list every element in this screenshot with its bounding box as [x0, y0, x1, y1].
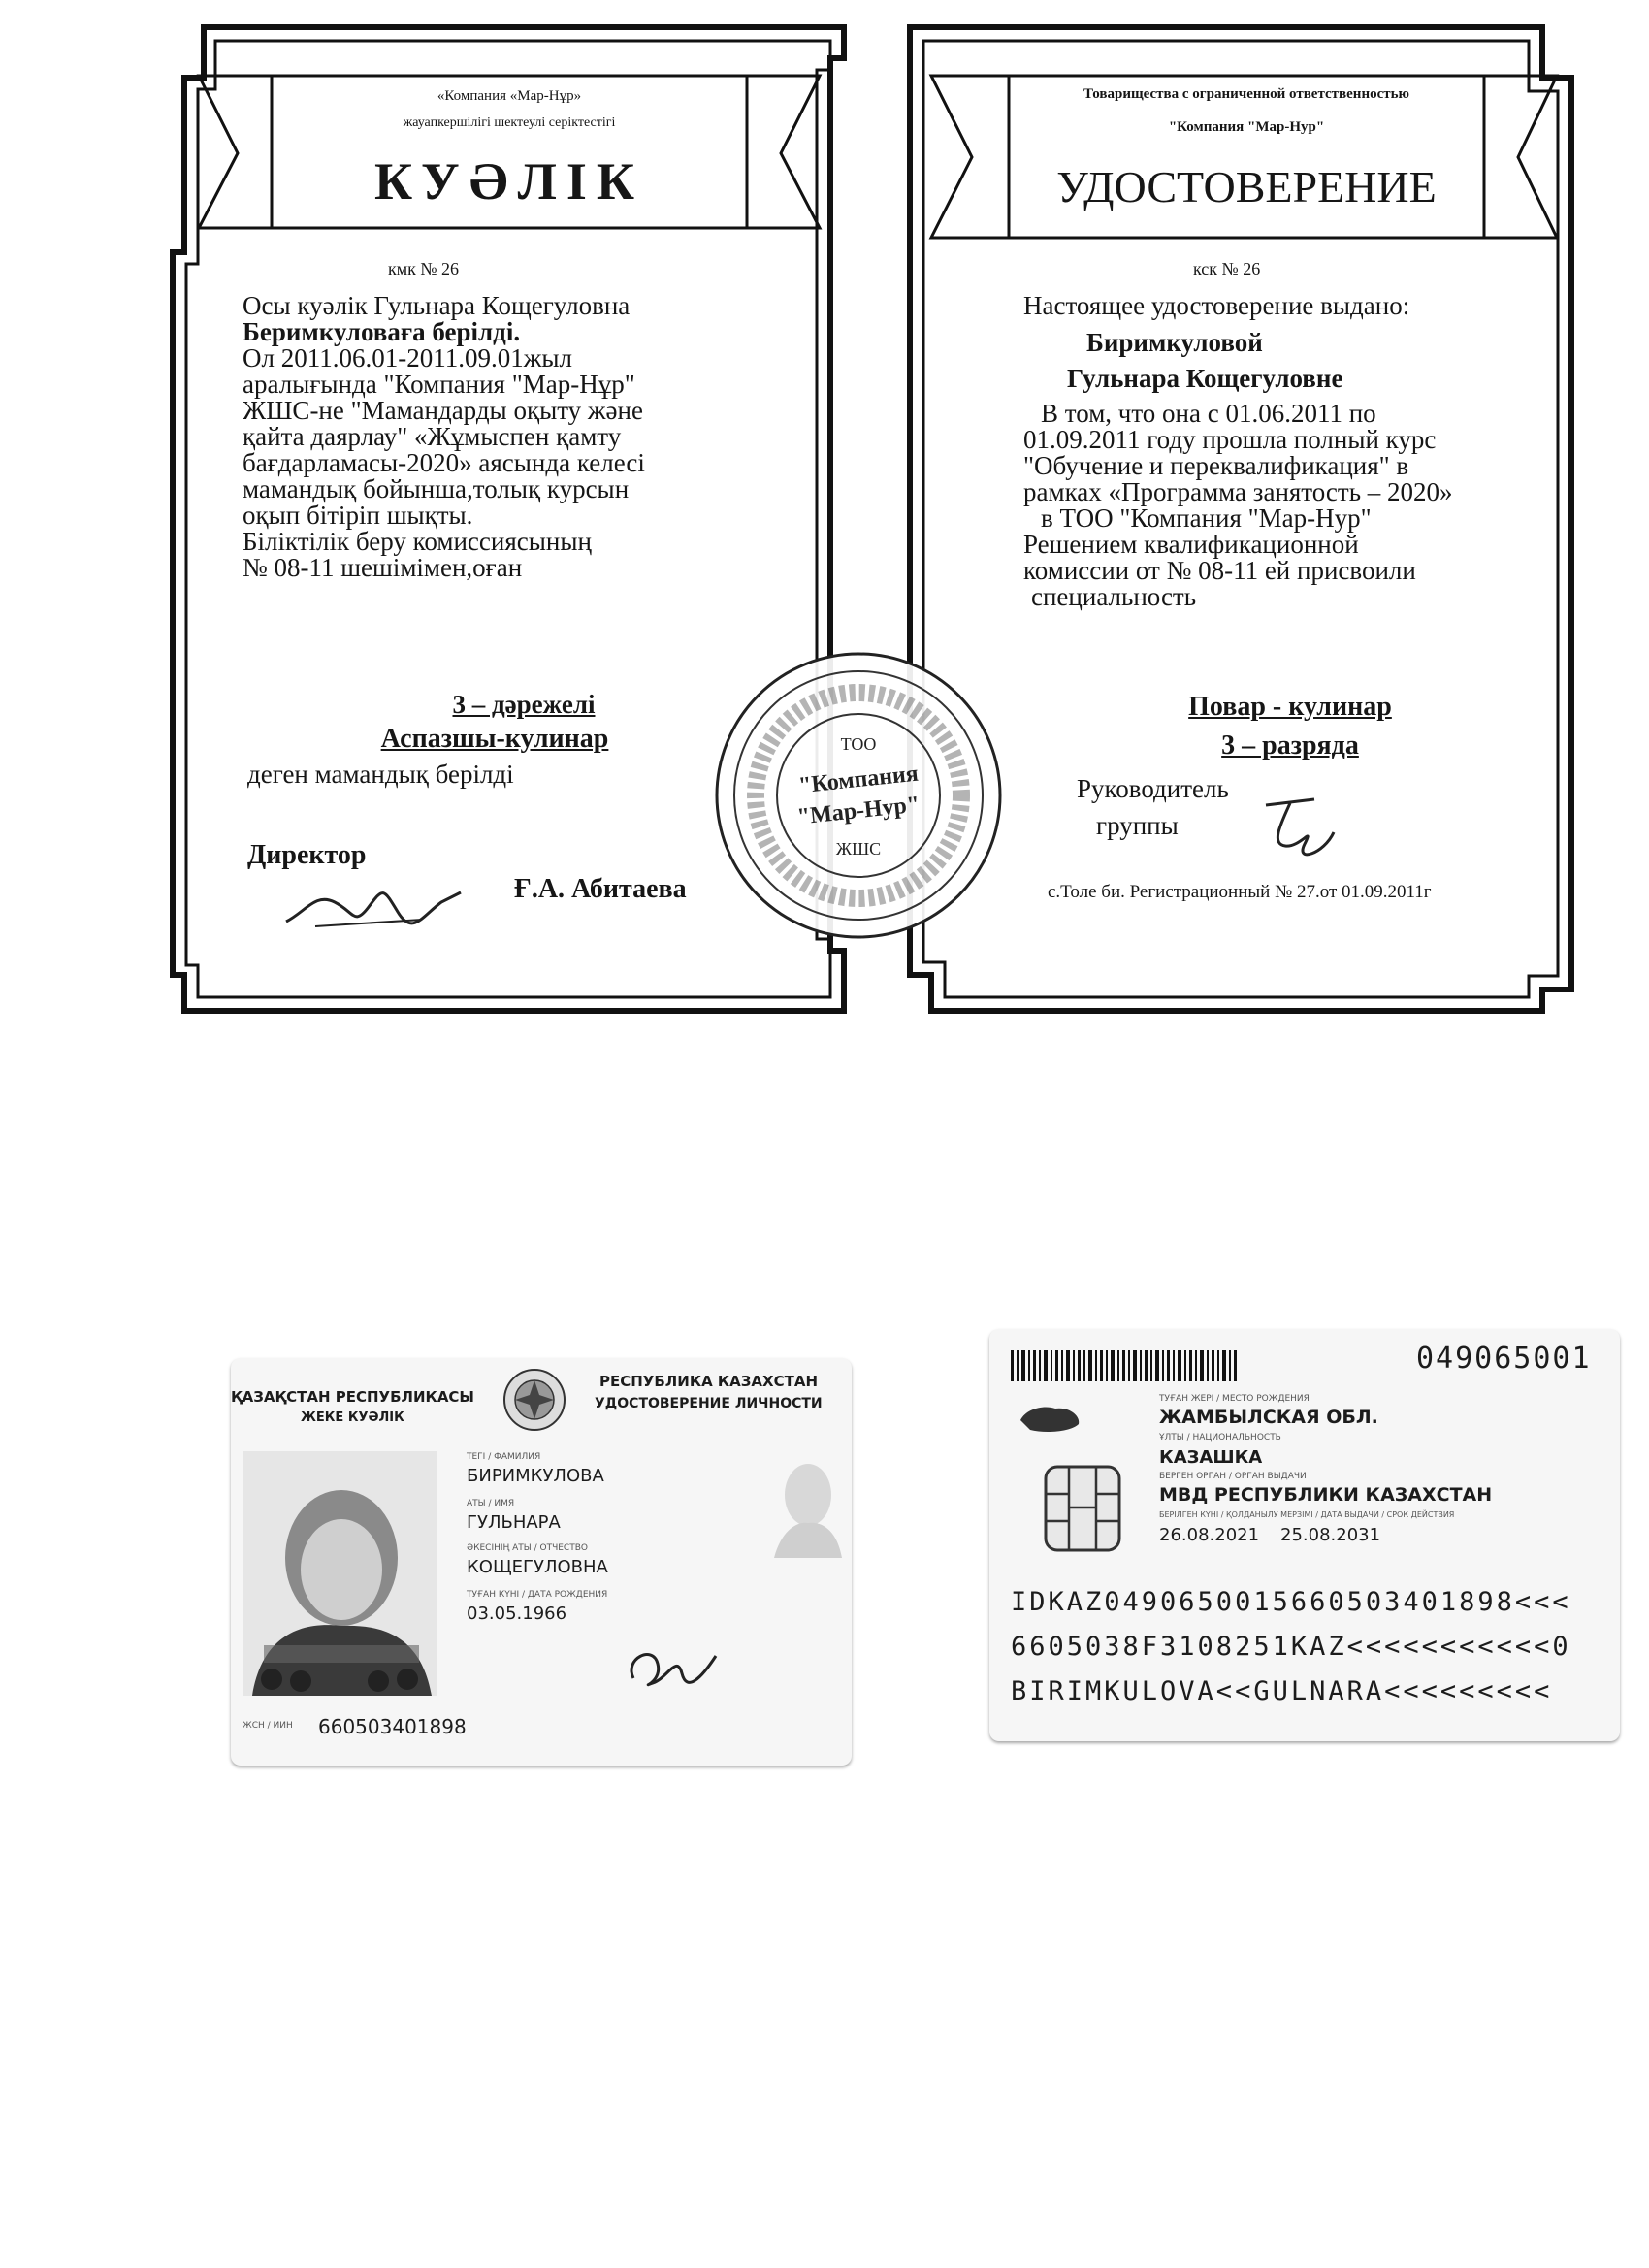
- holder-signature: [619, 1635, 726, 1702]
- body-line: Беримкуловаға берілді.: [242, 317, 521, 346]
- stamp-top: ТОО: [840, 734, 877, 754]
- mrz-line-3: BIRIMKULOVA<<GULNARA<<<<<<<<<: [1011, 1676, 1553, 1706]
- company-line: «Компания «Мар-Нұр»: [436, 88, 582, 104]
- body-line: аралығында "Компания "Мар-Нұр": [242, 370, 635, 399]
- body-line: Осы куәлік Гульнара Кощегуловна: [242, 291, 630, 320]
- document-number: 049065001: [1416, 1342, 1592, 1376]
- dob-label: ТУҒАН КҮНІ / ДАТА РОЖДЕНИЯ: [467, 1590, 608, 1600]
- body-line: "Обучение и переквалификация" в: [1023, 451, 1409, 480]
- awarded-text: деген мамандық берілді: [247, 760, 514, 789]
- director-signature: [276, 873, 470, 941]
- expiry-date: 25.08.2031: [1280, 1525, 1381, 1545]
- registration-number: кмк № 26: [388, 259, 460, 278]
- director-name: Ғ.А. Абитаева: [514, 874, 687, 904]
- surname-value: БИРИМКУЛОВА: [467, 1466, 604, 1486]
- iin-value: 660503401898: [318, 1715, 467, 1738]
- country-ru: РЕСПУБЛИКА КАЗАХСТАН: [599, 1373, 819, 1390]
- birthplace-label: ТУҒАН ЖЕРІ / МЕСТО РОЖДЕНИЯ: [1159, 1394, 1310, 1404]
- validity-label: БЕРІЛГЕН КҮНІ / ҚОЛДАНЫЛУ МЕРЗІМІ / ДАТА ВЫДАЧИ / СРОК ДЕЙСТВИЯ: [1159, 1510, 1455, 1519]
- doc-type-ru: УДОСТОВЕРЕНИЕ ЛИЧНОСТИ: [595, 1396, 823, 1411]
- body-line: Решением квалификационной: [1023, 530, 1359, 559]
- company-name: "Компания "Мар-Нур": [1168, 119, 1325, 135]
- stamp-bottom: ЖШС: [835, 839, 882, 859]
- emblem-icon: [501, 1366, 568, 1434]
- patronymic-label: ӘКЕСІНІҢ АТЫ / ОТЧЕСТВО: [467, 1543, 588, 1553]
- certificate-ru: [902, 19, 1581, 1019]
- issuer-label: БЕРГЕН ОРГАН / ОРГАН ВЫДАЧИ: [1159, 1472, 1307, 1481]
- company-line: Товарищества с ограниченной ответственностью: [1083, 86, 1410, 102]
- body-line: Ол 2011.06.01-2011.09.01жыл: [242, 343, 572, 373]
- kz-map-icon: [1017, 1399, 1084, 1438]
- recipient-surname: Биримкуловой: [1086, 328, 1263, 357]
- profession: Повар - кулинар: [1188, 692, 1392, 722]
- certificate-footer: с.Толе би. Регистрационный № 27.от 01.09.2011г: [1048, 882, 1432, 902]
- issuer-value: МВД РЕСПУБЛИКИ КАЗАХСТАН: [1159, 1484, 1493, 1506]
- nationality-value: КАЗАШКА: [1159, 1447, 1263, 1468]
- company-stamp: [713, 650, 1004, 941]
- name-label: АТЫ / ИМЯ: [467, 1499, 515, 1508]
- body-line: оқып бітіріп шықты.: [242, 501, 473, 530]
- nationality-label: ҰЛТЫ / НАЦИОНАЛЬНОСТЬ: [1159, 1433, 1281, 1442]
- country-kz: ҚАЗАҚСТАН РЕСПУБЛИКАСЫ: [231, 1388, 474, 1406]
- director-label: Директор: [247, 840, 367, 870]
- barcode: [1011, 1346, 1244, 1385]
- body-line: специальность: [1031, 582, 1197, 611]
- name-value: ГУЛЬНАРА: [467, 1512, 561, 1533]
- body-line: Біліктілік беру комиссиясының: [242, 527, 592, 556]
- head-signature: [1246, 786, 1343, 863]
- ghost-photo: [774, 1451, 842, 1558]
- stamp-name-1: "Компания: [797, 761, 920, 799]
- body-line: қайта даярлау" «Жұмыспен қамту: [242, 422, 622, 451]
- body-line: ЖШС-не "Мамандарды оқыту және: [242, 396, 643, 425]
- stamp-name-2: "Мар-Нур": [795, 792, 922, 830]
- birthplace-value: ЖАМБЫЛСКАЯ ОБЛ.: [1159, 1407, 1378, 1428]
- id-card-back: [989, 1329, 1620, 1741]
- holder-photo: [242, 1451, 436, 1696]
- certificate-title: КУӘЛІК: [373, 152, 644, 211]
- body-line: мамандық бойынша,толық курсын: [242, 474, 630, 503]
- certificate-title: УДОСТОВЕРЕНИЕ: [1056, 162, 1437, 211]
- recipient-name: Гульнара Кощегуловне: [1067, 364, 1343, 393]
- head-label: Руководитель: [1077, 774, 1229, 803]
- certificate-body: [242, 293, 645, 581]
- surname-label: ТЕГІ / ФАМИЛИЯ: [467, 1452, 541, 1462]
- body-line: рамках «Программа занятость – 2020»: [1023, 477, 1453, 506]
- iin-label: ЖСН / ИИН: [242, 1721, 293, 1731]
- patronymic-value: КОЩЕГУЛОВНА: [467, 1557, 608, 1577]
- body-line: бағдарламасы-2020» аясында келесі: [242, 448, 645, 477]
- body-line: В том, что она с 01.06.2011 по: [1041, 399, 1376, 428]
- mrz-line-2: 6605038F3108251KAZ<<<<<<<<<<<0: [1011, 1632, 1571, 1662]
- doc-type-kz: ЖЕКЕ КУӘЛІК: [301, 1410, 404, 1425]
- head-label-group: группы: [1096, 811, 1179, 840]
- chip-icon: [1044, 1465, 1121, 1552]
- grade: 3 – разряда: [1221, 730, 1359, 761]
- id-card-front: [231, 1358, 852, 1766]
- grade: 3 – дәрежелі: [452, 690, 596, 719]
- issued-text: Настоящее удостоверение выдано:: [1023, 291, 1410, 320]
- mrz-line-1: IDKAZ0490650015660503401898<<<: [1011, 1587, 1571, 1617]
- profession: Аспазшы-кулинар: [380, 724, 609, 754]
- issue-date: 26.08.2021: [1159, 1525, 1260, 1545]
- company-type: жауапкершілігі шектеулі серіктестігі: [403, 115, 616, 130]
- registration-number: кск № 26: [1193, 259, 1261, 278]
- body-line: № 08-11 шешімімен,оған: [242, 553, 523, 582]
- body-line: 01.09.2011 году прошла полный курс: [1023, 425, 1437, 454]
- body-line: комиссии от № 08-11 ей присвоили: [1023, 556, 1416, 585]
- dob-value: 03.05.1966: [467, 1604, 567, 1624]
- certificate-body: [1023, 401, 1453, 610]
- body-line: в ТОО "Компания "Мар-Нур": [1041, 503, 1372, 533]
